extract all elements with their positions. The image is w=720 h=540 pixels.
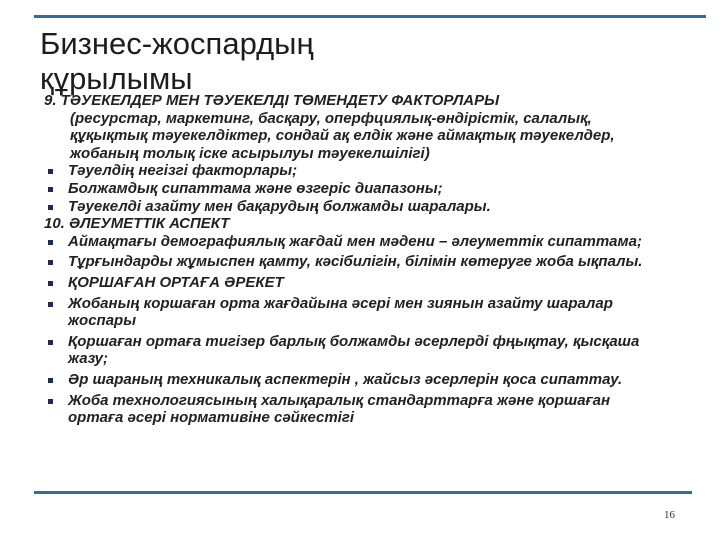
list-item <box>44 233 664 251</box>
list-item-text: Тұрғындарды жұмыспен қамту, кәсібилігін, білімін көтеруге жоба ықпалы. <box>68 253 643 271</box>
list-item <box>44 392 664 427</box>
section-10-heading <box>44 215 664 233</box>
section-9-heading <box>44 92 664 110</box>
bullet-icon <box>44 198 62 216</box>
list-item <box>44 295 664 330</box>
list-item-text: Болжамдық сипаттама және өзгеріс диапазоны; <box>68 179 443 197</box>
bullet-icon <box>44 233 62 251</box>
list-item <box>44 162 664 180</box>
list-item <box>44 180 664 198</box>
bullet-icon <box>44 162 62 180</box>
slide-title <box>40 26 680 96</box>
top-divider <box>34 15 706 18</box>
list-item <box>44 371 664 389</box>
list-item <box>44 198 664 216</box>
bullet-icon <box>44 371 62 389</box>
bullet-icon <box>44 333 62 368</box>
slide-title-line2: құрылымы <box>40 61 193 96</box>
bullet-icon <box>44 253 62 271</box>
list-item <box>44 333 664 368</box>
list-item-text: Жоба технологиясының халықаралық стандарттарға және қоршаған ортаға әсері нормативіне сәйкестігі <box>68 391 611 427</box>
slide-title-line1: Бизнес-жоспардың <box>40 26 314 61</box>
page-number: 16 <box>664 509 675 521</box>
bullet-icon <box>44 392 62 427</box>
section-9-heading-text: 9. ТӘУЕКЕЛДЕР МЕН ТӘУЕКЕЛДІ ТӨМЕНДЕТУ ФАКТОРЛАРЫ <box>44 92 500 109</box>
list-item-text: Тәуелдің негізгі факторлары; <box>68 162 298 180</box>
list-item-text: Аймақтағы демографиялық жағдай мен мәдени – әлеуметтік сипаттама; <box>68 232 642 250</box>
bullet-icon <box>44 180 62 198</box>
bullet-icon <box>44 295 62 330</box>
slide-content <box>44 92 664 427</box>
list-item-text: Әр шараның техникалық аспектерін , жайсыз әсерлерін қоса сипаттау. <box>68 370 623 388</box>
list-item-text: ҚОРШАҒАН ОРТАҒА ӘРЕКЕТ <box>68 273 284 291</box>
section-10-heading-text: 10. ӘЛЕУМЕТТІК АСПЕКТ <box>44 215 230 233</box>
section-9-subtext: (ресурстар, маркетинг, басқару, оперфциялық-өндірістік, салалық, құқықтық тәуекелдіктер, сондай ақ елдік және аймақтық тәуекелдер, жобаның толық іске асырылуы тәуекелшілігі) <box>70 109 615 162</box>
list-item-text: Жобаның коршаған орта жағдайына әсері мен зиянын азайту шаралар жоспары <box>68 294 613 330</box>
list-item-text: Тәуекелді азайту мен бақарудың болжамды шаралары. <box>68 197 491 215</box>
bullet-icon <box>44 274 62 292</box>
list-item-text: Қоршаған ортаға тигізер барлық болжамды әсерлерді фңықтау, қысқаша жазу; <box>68 332 640 368</box>
list-item <box>44 274 664 292</box>
list-item <box>44 253 664 271</box>
bottom-divider <box>34 491 692 494</box>
